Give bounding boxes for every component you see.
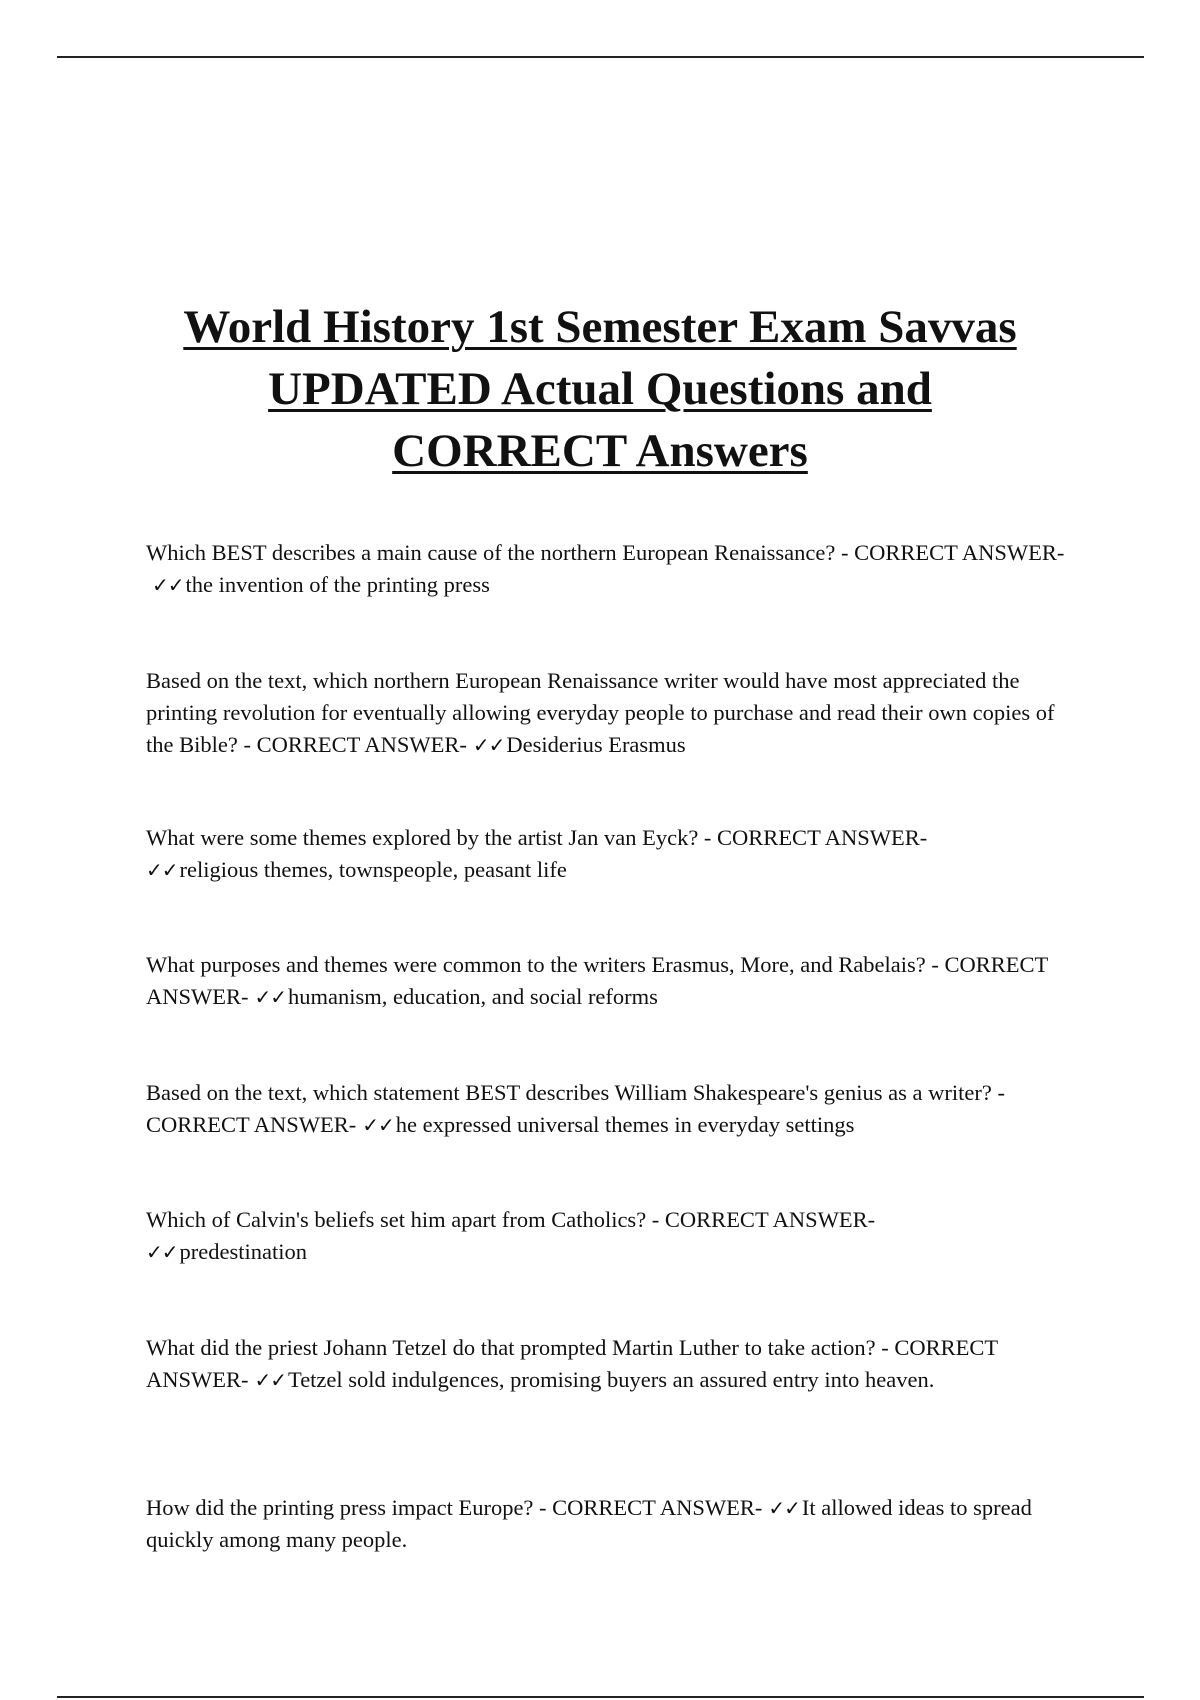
qa-item-3 xyxy=(146,822,1066,886)
question-text: Which BEST describes a main cause of the northern European Renaissance? - CORRECT ANSWER- xyxy=(146,540,1065,565)
document-title xyxy=(100,296,1100,482)
answer-text: humanism, education, and social reforms xyxy=(288,984,658,1009)
answer-text: Desiderius Erasmus xyxy=(506,732,686,757)
answer-text: he expressed universal themes in everyday settings xyxy=(395,1112,855,1137)
question-text: What purposes and themes were common to the writers Erasmus, More, and Rabelais? - CORRECT ANSWER- xyxy=(146,952,1048,1009)
qa-item-2 xyxy=(146,665,1066,761)
double-check-icon: ✓✓ xyxy=(362,1113,394,1137)
qa-item-8 xyxy=(146,1492,1066,1556)
qa-item-5 xyxy=(146,1077,1066,1141)
question-text: What did the priest Johann Tetzel do that prompted Martin Luther to take action? - CORRECT ANSWER- xyxy=(146,1335,998,1392)
double-check-icon: ✓✓ xyxy=(146,1240,178,1264)
answer-text: predestination xyxy=(179,1239,307,1264)
bottom-rule xyxy=(57,1696,1144,1698)
question-text: How did the printing press impact Europe? - CORRECT ANSWER- xyxy=(146,1495,763,1520)
double-check-icon: ✓✓ xyxy=(152,573,184,597)
double-check-icon: ✓✓ xyxy=(254,1368,287,1392)
title-line-1: World History 1st Semester Exam Savvas xyxy=(183,301,1017,353)
double-check-icon: ✓✓ xyxy=(146,858,178,882)
double-check-icon: ✓✓ xyxy=(768,1496,800,1520)
double-check-icon: ✓✓ xyxy=(254,985,287,1009)
question-text: Based on the text, which statement BEST describes William Shakespeare's genius as a writer? - CORRECT ANSWER- xyxy=(146,1080,1005,1137)
title-line-3: CORRECT Answers xyxy=(392,425,808,477)
title-line-2: UPDATED Actual Questions and xyxy=(268,363,932,415)
question-text: Which of Calvin's beliefs set him apart from Catholics? - CORRECT ANSWER- xyxy=(146,1207,876,1232)
qa-item-1 xyxy=(146,537,1066,601)
top-rule xyxy=(57,56,1144,58)
answer-text: the invention of the printing press xyxy=(185,572,490,597)
question-text: Based on the text, which northern European Renaissance writer would have most appreciated the printing revolution for eventually allowing everyday people to purchase and read their own copies of the Bible? - CORRECT ANSWER- xyxy=(146,668,1055,757)
qa-item-7 xyxy=(146,1332,1066,1396)
qa-item-6 xyxy=(146,1204,1066,1268)
answer-text: It allowed ideas to spread quickly among many people. xyxy=(146,1495,1032,1552)
answer-text: Tetzel sold indulgences, promising buyers an assured entry into heaven. xyxy=(288,1367,935,1392)
question-text: What were some themes explored by the artist Jan van Eyck? - CORRECT ANSWER- xyxy=(146,825,928,850)
qa-item-4 xyxy=(146,949,1066,1013)
double-check-icon: ✓✓ xyxy=(472,733,505,757)
answer-text: religious themes, townspeople, peasant life xyxy=(179,857,567,882)
